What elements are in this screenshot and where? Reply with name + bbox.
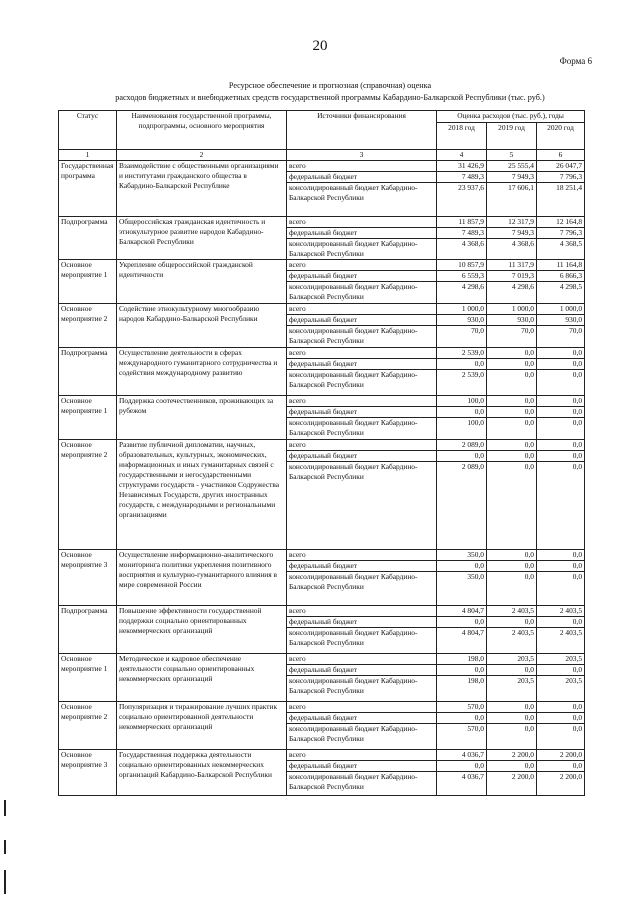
amount-value: 0,0	[537, 440, 584, 451]
row-values-v19	[487, 440, 537, 550]
amount-value: 12 164,8	[537, 217, 584, 228]
table-row	[59, 654, 585, 702]
amount-value: 0,0	[487, 761, 536, 772]
row-values-v18	[437, 348, 487, 396]
source-label: всего	[287, 606, 436, 617]
row-values-v18	[437, 396, 487, 440]
amount-value: 0,0	[487, 561, 536, 572]
row-name: Содействие этнокультурному многообразию народов Кабардино-Балкарской Республики	[117, 304, 287, 348]
row-values-v18	[437, 217, 487, 260]
amount-value: 0,0	[537, 550, 584, 561]
amount-value: 0,0	[437, 665, 486, 676]
table-body	[59, 161, 585, 796]
amount-value: 23 937,6	[458, 183, 484, 192]
amount-value: 4 298,6	[461, 282, 484, 291]
amount-value: 2 403,5	[511, 628, 534, 637]
row-values-v20	[537, 750, 585, 796]
amount-value: 0,0	[537, 761, 584, 772]
amount-value: 198,0	[467, 676, 484, 685]
amount-value: 18 251,4	[556, 183, 583, 192]
row-status: Государственная программа	[59, 161, 117, 217]
amount-value: 0,0	[487, 359, 536, 370]
amount-value: 11 164,8	[537, 260, 584, 271]
amount-value: 0,0	[437, 407, 486, 418]
source-label: консолидированный бюджет Кабардино-Балкарской Республики	[289, 239, 418, 258]
source-label: всего	[287, 217, 436, 228]
row-values-v20	[537, 606, 585, 654]
source-label: федеральный бюджет	[287, 561, 436, 572]
col-number: 4	[437, 150, 487, 161]
title-line-2: расходов бюджетных и внебюджетных средств государственной программы Кабардино-Балкарской Республики (тыс. руб.)	[115, 93, 545, 102]
amount-value: 70,0	[521, 326, 534, 335]
amount-value: 0,0	[437, 713, 486, 724]
amount-value: 0,0	[437, 359, 486, 370]
amount-value: 4 368,6	[511, 239, 534, 248]
amount-value: 0,0	[572, 724, 583, 733]
col-number: 1	[59, 150, 117, 161]
header-2019: 2019 год	[487, 123, 537, 150]
row-values-v19	[487, 654, 537, 702]
amount-value: 2 403,5	[487, 606, 536, 617]
source-label: консолидированный бюджет Кабардино-Балкарской Республики	[289, 628, 418, 647]
amount-value: 4 804,7	[437, 606, 486, 617]
amount-value: 0,0	[572, 572, 583, 581]
row-values-v18	[437, 750, 487, 796]
amount-value: 0,0	[487, 702, 536, 713]
table-row	[59, 348, 585, 396]
margin-mark	[4, 870, 6, 894]
row-status: Подпрограмма	[59, 606, 117, 654]
row-values-v20	[537, 217, 585, 260]
row-values-v18	[437, 161, 487, 217]
source-label: всего	[287, 702, 436, 713]
amount-value: 1 000,0	[487, 304, 536, 315]
row-status: Подпрограмма	[59, 217, 117, 260]
source-label: консолидированный бюджет Кабардино-Балкарской Республики	[289, 462, 418, 481]
amount-value: 2 200,0	[487, 750, 536, 761]
row-status: Основное мероприятие 1	[59, 654, 117, 702]
amount-value: 7 489,3	[437, 172, 486, 183]
amount-value: 7 949,3	[487, 228, 536, 239]
amount-value: 0,0	[537, 561, 584, 572]
amount-value: 2 089,0	[461, 462, 484, 471]
amount-value: 0,0	[437, 451, 486, 462]
amount-value: 930,0	[487, 315, 536, 326]
row-sources	[287, 396, 437, 440]
row-values-v19	[487, 260, 537, 304]
amount-value: 570,0	[467, 724, 484, 733]
amount-value: 2 200,0	[559, 772, 583, 781]
row-name: Укрепление общероссийской гражданской идентичности	[117, 260, 287, 304]
amount-value: 4 036,7	[461, 772, 484, 781]
row-name: Популяризация и тиражирование лучших практик социально ориентированной деятельности некоммерческих организаций	[117, 702, 287, 750]
row-values-v19	[487, 217, 537, 260]
row-values-v20	[537, 550, 585, 606]
row-values-v18	[437, 440, 487, 550]
row-status: Основное мероприятие 3	[59, 750, 117, 796]
header-estimate: Оценка расходов (тыс. руб.), годы	[437, 111, 585, 123]
source-label: всего	[287, 348, 436, 359]
row-sources	[287, 654, 437, 702]
col-number: 5	[487, 150, 537, 161]
table-row	[59, 440, 585, 550]
amount-value: 0,0	[487, 451, 536, 462]
source-label: консолидированный бюджет Кабардино-Балкарской Республики	[289, 183, 418, 202]
amount-value: 2 403,5	[559, 628, 583, 637]
amount-value: 0,0	[487, 617, 536, 628]
row-name: Поддержка соотечественников, проживающих за рубежом	[117, 396, 287, 440]
amount-value: 198,0	[437, 654, 486, 665]
table-row	[59, 550, 585, 606]
table-row	[59, 304, 585, 348]
header-status: Статус	[59, 111, 117, 150]
source-label: консолидированный бюджет Кабардино-Балкарской Республики	[289, 326, 418, 345]
amount-value: 7 796,3	[537, 172, 584, 183]
row-values-v18	[437, 606, 487, 654]
amount-value: 0,0	[537, 617, 584, 628]
row-sources	[287, 750, 437, 796]
row-values-v20	[537, 348, 585, 396]
row-values-v20	[537, 161, 585, 217]
source-label: всего	[287, 161, 436, 172]
amount-value: 4 368,6	[461, 239, 484, 248]
amount-value: 0,0	[537, 407, 584, 418]
table-row	[59, 606, 585, 654]
amount-value: 4 368,5	[559, 239, 583, 248]
amount-value: 350,0	[437, 550, 486, 561]
source-label: всего	[287, 750, 436, 761]
amount-value: 7 796,3	[537, 228, 584, 239]
amount-value: 0,0	[487, 407, 536, 418]
row-values-v20	[537, 654, 585, 702]
row-values-v19	[487, 161, 537, 217]
row-status: Основное мероприятие 3	[59, 550, 117, 606]
amount-value: 203,5	[537, 654, 584, 665]
amount-value: 0,0	[537, 359, 584, 370]
row-values-v20	[537, 260, 585, 304]
amount-value: 11 857,9	[437, 217, 486, 228]
row-values-v19	[487, 304, 537, 348]
row-values-v19	[487, 396, 537, 440]
table-row	[59, 260, 585, 304]
row-sources	[287, 550, 437, 606]
amount-value: 570,0	[437, 702, 486, 713]
amount-value: 0,0	[537, 396, 584, 407]
row-sources	[287, 606, 437, 654]
amount-value: 0,0	[437, 761, 486, 772]
amount-value: 11 317,9	[487, 260, 536, 271]
amount-value: 4 298,6	[511, 282, 534, 291]
row-name: Осуществление информационно-аналитического мониторинга политики укрепления позитивного восприятия и культурно-гуманитарного влияния в мире современной России	[117, 550, 287, 606]
row-sources	[287, 260, 437, 304]
amount-value: 203,5	[487, 654, 536, 665]
amount-value: 350,0	[467, 572, 484, 581]
amount-value: 0,0	[524, 572, 534, 581]
amount-value: 31 426,9	[437, 161, 486, 172]
source-label: всего	[287, 440, 436, 451]
row-sources	[287, 304, 437, 348]
row-name: Методическое и кадровое обеспечение деятельности социально ориентированных некоммерческих организаций	[117, 654, 287, 702]
source-label: всего	[287, 260, 436, 271]
row-values-v18	[437, 702, 487, 750]
row-values-v18	[437, 654, 487, 702]
source-label: федеральный бюджет	[287, 761, 436, 772]
amount-value: 930,0	[437, 315, 486, 326]
amount-value: 0,0	[487, 348, 536, 359]
amount-value: 2 089,0	[437, 440, 486, 451]
amount-value: 4 804,7	[461, 628, 484, 637]
row-values-v19	[487, 702, 537, 750]
source-label: консолидированный бюджет Кабардино-Балкарской Республики	[289, 676, 418, 695]
table-row	[59, 217, 585, 260]
margin-mark	[4, 800, 6, 816]
row-name: Осуществление деятельности в сферах международного гуманитарного сотрудничества и содействия международному развитию	[117, 348, 287, 396]
amount-value: 0,0	[487, 440, 536, 451]
source-label: федеральный бюджет	[287, 271, 436, 282]
page-number: 20	[312, 38, 328, 54]
source-label: консолидированный бюджет Кабардино-Балкарской Республики	[289, 724, 418, 743]
amount-value: 4 036,7	[437, 750, 486, 761]
row-name: Развитие публичной дипломатии, научных, образовательных, культурных, экономических, информационных и иных гуманитарных связей с государственными и негосударственными структурами государств - участников Содружества Независимых Государств, других иностранных государств, с международными и региональными организациями	[117, 440, 287, 550]
source-label: федеральный бюджет	[287, 228, 436, 239]
amount-value: 0,0	[487, 550, 536, 561]
amount-value: 0,0	[572, 370, 583, 379]
row-values-v19	[487, 550, 537, 606]
source-label: федеральный бюджет	[287, 713, 436, 724]
amount-value: 4 298,5	[559, 282, 583, 291]
amount-value: 0,0	[524, 462, 534, 471]
source-label: федеральный бюджет	[287, 617, 436, 628]
amount-value: 6 866,3	[537, 271, 584, 282]
amount-value: 0,0	[437, 617, 486, 628]
amount-value: 0,0	[487, 713, 536, 724]
amount-value: 26 047,7	[537, 161, 584, 172]
amount-value: 10 857,9	[437, 260, 486, 271]
row-status: Основное мероприятие 2	[59, 702, 117, 750]
row-sources	[287, 440, 437, 550]
source-label: консолидированный бюджет Кабардино-Балкарской Республики	[289, 772, 418, 791]
amount-value: 6 559,3	[437, 271, 486, 282]
margin-mark	[4, 840, 6, 854]
row-values-v19	[487, 606, 537, 654]
amount-value: 0,0	[537, 451, 584, 462]
amount-value: 100,0	[467, 418, 484, 427]
amount-value: 0,0	[572, 462, 583, 471]
source-label: консолидированный бюджет Кабардино-Балкарской Республики	[289, 370, 418, 389]
row-name: Государственная поддержка деятельности социально ориентированных некоммерческих организаций Кабардино-Балкарской Республики	[117, 750, 287, 796]
row-name: Повышение эффективности государственной поддержки социально ориентированных некоммерческих организаций	[117, 606, 287, 654]
row-values-v20	[537, 702, 585, 750]
amount-value: 0,0	[524, 370, 534, 379]
row-status: Основное мероприятие 1	[59, 396, 117, 440]
source-label: федеральный бюджет	[287, 359, 436, 370]
amount-value: 0,0	[537, 702, 584, 713]
resource-table	[58, 110, 585, 796]
row-values-v18	[437, 550, 487, 606]
source-label: всего	[287, 654, 436, 665]
row-values-v20	[537, 304, 585, 348]
amount-value: 0,0	[572, 418, 583, 427]
col-number: 2	[117, 150, 287, 161]
title-line-1: Ресурсное обеспечение и прогнозная (справочная) оценка	[228, 81, 432, 90]
amount-value: 0,0	[524, 724, 534, 733]
amount-value: 203,5	[565, 676, 583, 685]
row-values-v19	[487, 348, 537, 396]
row-name: Общероссийская гражданская идентичность и этнокультурное развитие народов Кабардино-Балкарской Республики	[117, 217, 287, 260]
amount-value: 203,5	[517, 676, 534, 685]
amount-value: 25 555,4	[487, 161, 536, 172]
amount-value: 2 200,0	[537, 750, 584, 761]
row-sources	[287, 161, 437, 217]
form-label: Форма 6	[559, 56, 592, 66]
amount-value: 70,0	[569, 326, 583, 335]
amount-value: 7 949,3	[487, 172, 536, 183]
source-label: федеральный бюджет	[287, 665, 436, 676]
header-name: Наименования государственной программы, подпрограммы, основного мероприятия	[117, 111, 287, 150]
source-label: всего	[287, 550, 436, 561]
amount-value: 2 200,0	[511, 772, 534, 781]
amount-value: 930,0	[537, 315, 584, 326]
row-values-v20	[537, 440, 585, 550]
row-values-v18	[437, 304, 487, 348]
row-sources	[287, 348, 437, 396]
amount-value: 0,0	[524, 418, 534, 427]
source-label: федеральный бюджет	[287, 172, 436, 183]
amount-value: 70,0	[471, 326, 484, 335]
source-label: федеральный бюджет	[287, 407, 436, 418]
header-2018: 2018 год	[437, 123, 487, 150]
source-label: всего	[287, 304, 436, 315]
amount-value: 100,0	[437, 396, 486, 407]
row-sources	[287, 702, 437, 750]
amount-value: 2 403,5	[537, 606, 584, 617]
row-status: Основное мероприятие 2	[59, 304, 117, 348]
document-title	[90, 80, 570, 104]
row-values-v19	[487, 750, 537, 796]
header-2020: 2020 год	[537, 123, 585, 150]
amount-value: 12 317,9	[487, 217, 536, 228]
source-label: консолидированный бюджет Кабардино-Балкарской Республики	[289, 418, 418, 437]
amount-value: 0,0	[537, 665, 584, 676]
amount-value: 1 000,0	[537, 304, 584, 315]
amount-value: 0,0	[487, 665, 536, 676]
row-status: Основное мероприятие 1	[59, 260, 117, 304]
header-source: Источники финансирования	[287, 111, 437, 150]
amount-value: 0,0	[537, 713, 584, 724]
row-status: Подпрограмма	[59, 348, 117, 396]
table-row	[59, 396, 585, 440]
col-number: 3	[287, 150, 437, 161]
table-row	[59, 750, 585, 796]
amount-value: 7 489,3	[437, 228, 486, 239]
amount-value: 0,0	[537, 348, 584, 359]
amount-value: 7 019,3	[487, 271, 536, 282]
amount-value: 2 539,0	[461, 370, 484, 379]
row-status: Основное мероприятие 2	[59, 440, 117, 550]
source-label: консолидированный бюджет Кабардино-Балкарской Республики	[289, 282, 418, 301]
source-label: консолидированный бюджет Кабардино-Балкарской Республики	[289, 572, 418, 591]
row-name: Взаимодействие с общественными организациями и институтами гражданского общества в Кабардино-Балкарской Республике	[117, 161, 287, 217]
row-values-v18	[437, 260, 487, 304]
amount-value: 0,0	[487, 396, 536, 407]
amount-value: 0,0	[437, 561, 486, 572]
col-number: 6	[537, 150, 585, 161]
source-label: всего	[287, 396, 436, 407]
table-row	[59, 702, 585, 750]
amount-value: 17 606,1	[508, 183, 534, 192]
amount-value: 1 000,0	[437, 304, 486, 315]
amount-value: 2 539,0	[437, 348, 486, 359]
table-row	[59, 161, 585, 217]
source-label: федеральный бюджет	[287, 315, 436, 326]
row-sources	[287, 217, 437, 260]
source-label: федеральный бюджет	[287, 451, 436, 462]
row-values-v20	[537, 396, 585, 440]
